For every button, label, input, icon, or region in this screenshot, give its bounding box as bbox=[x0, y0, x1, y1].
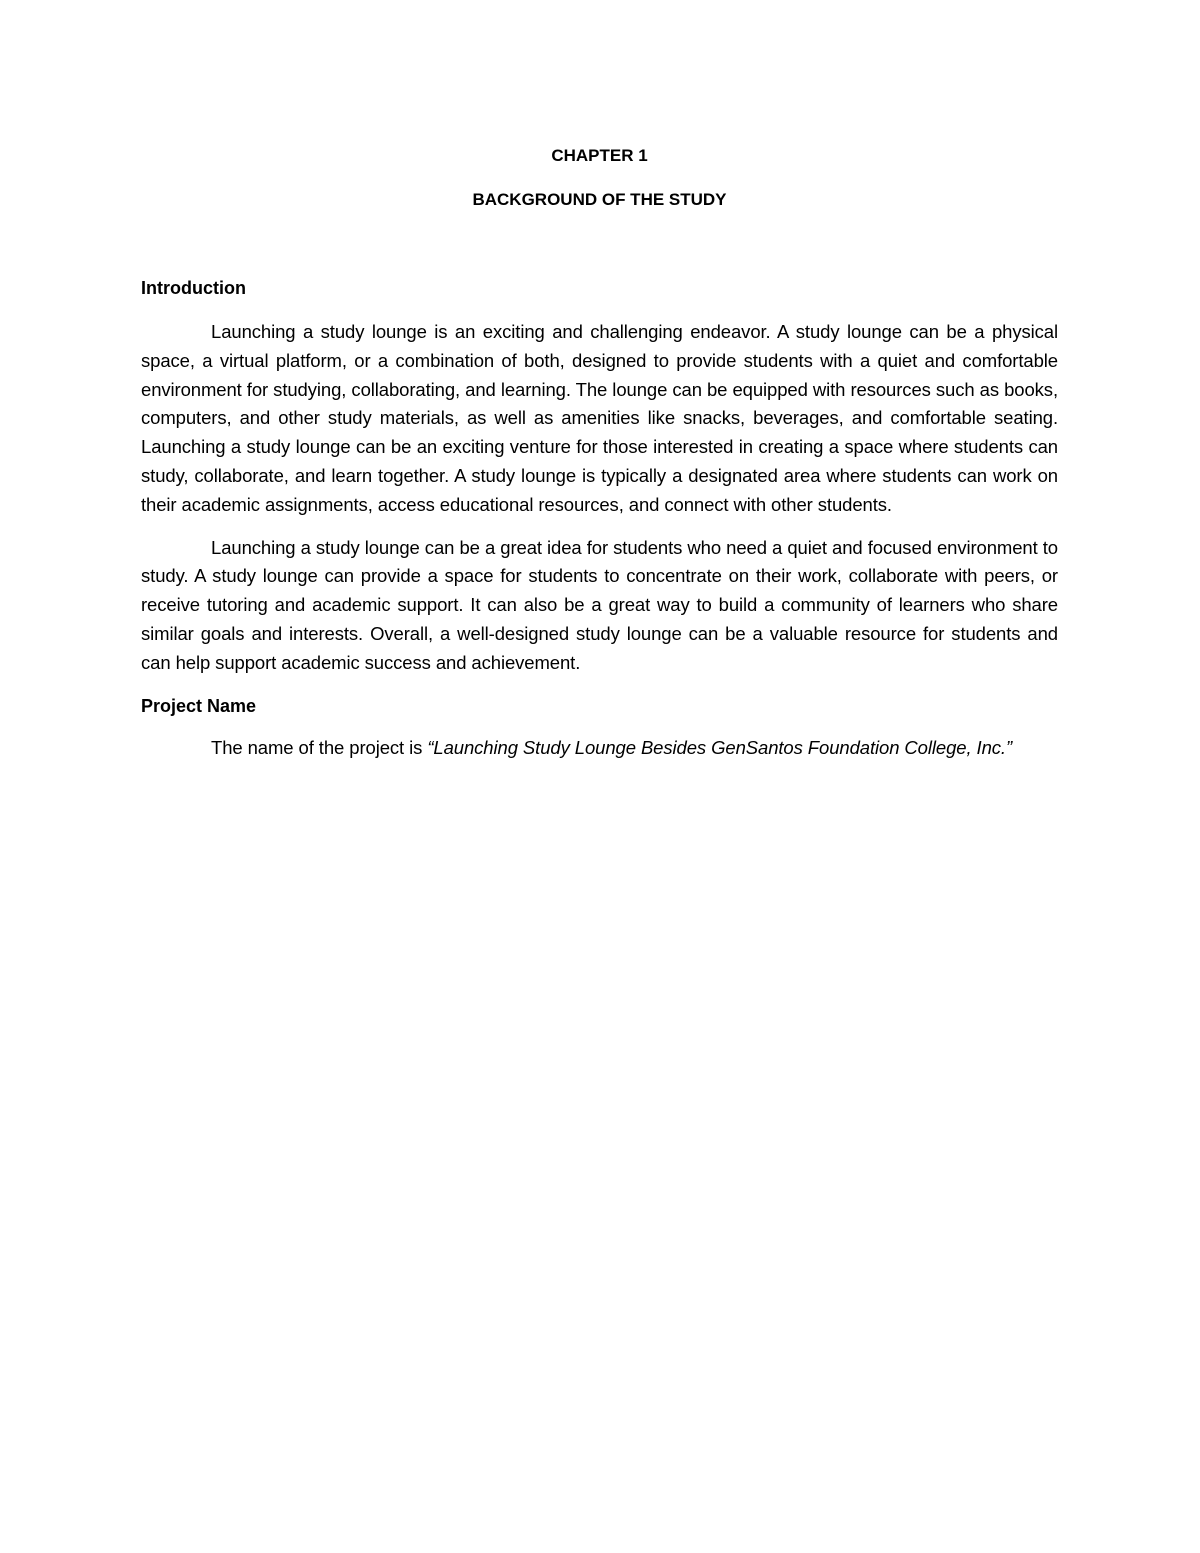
project-name-paragraph bbox=[141, 734, 1058, 763]
chapter-subtitle: BACKGROUND OF THE STUDY bbox=[472, 190, 727, 209]
document-body bbox=[141, 142, 1058, 762]
introduction-heading: Introduction bbox=[141, 278, 246, 298]
project-lead-text: The name of the project is bbox=[211, 736, 428, 758]
project-name-heading: Project Name bbox=[141, 695, 257, 716]
chapter-title: CHAPTER 1 bbox=[551, 146, 648, 165]
introduction-paragraph-2: Launching a study lounge can be a great idea for students who need a quiet and focused environment to study. A study lounge can provide a space for students to concentrate on their work, collaborate with peers, or receive tutoring and academic support. It can also be a great way to build a community of learners who share similar goals and interests. Overall, a well-designed study lounge can be a valuable resource for students and can help support academic success and achievement. bbox=[141, 536, 1058, 673]
project-name-title: “Launching Study Lounge Besides GenSantos Foundation College, Inc.” bbox=[427, 736, 1013, 758]
introduction-paragraph-1: Launching a study lounge is an exciting and challenging endeavor. A study lounge can be a physical space, a virtual platform, or a combination of both, designed to provide students with a quiet and comfortable environment for studying, collaborating, and learning. The lounge can be equipped with resources such as books, computers, and other study materials, as well as amenities like snacks, beverages, and comfortable seating. Launching a study lounge can be an exciting venture for those interested in creating a space where students can study, collaborate, and learn together. A study lounge is typically a designated area where students can work on their academic assignments, access educational resources, and connect with other students. bbox=[141, 321, 1058, 515]
